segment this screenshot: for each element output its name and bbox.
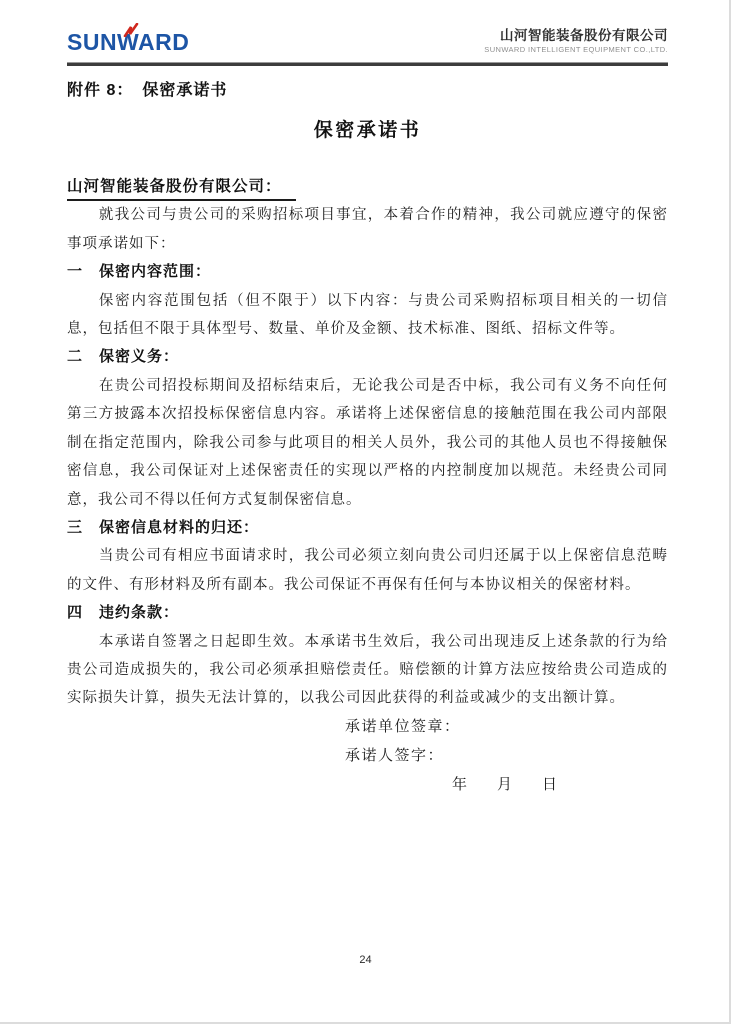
signature-unit-seal-label: 承诺单位签章： bbox=[345, 718, 461, 735]
intro-paragraph: 就我公司与贵公司的采购招标项目事宜，本着合作的精神，我公司就应遵守的保密事项承诺如下： bbox=[67, 207, 668, 252]
section-1-heading: 一 保密内容范围： bbox=[67, 263, 212, 281]
company-name-cn: 山河智能装备股份有限公司 bbox=[500, 28, 668, 43]
section-4-heading: 四 违约条款： bbox=[67, 604, 180, 622]
page-number: 24 bbox=[359, 954, 372, 966]
section-2-heading: 二 保密义务： bbox=[67, 348, 180, 366]
sunward-logo-text: SUNWARD bbox=[67, 29, 190, 56]
company-name-en: SUNWARD INTELLIGENT EQUIPMENT CO.,LTD. bbox=[484, 45, 668, 55]
section-4-body: 本承诺自签署之日起即生效。本承诺书生效后，我公司出现违反上述条款的行为给贵公司造成损失的，我公司必须承担赔偿责任。赔偿额的计算方法应按给贵公司造成的实际损失计算，损失无法计算的，以我公司因此获得的利益或减少的支出额计算。 bbox=[67, 633, 668, 707]
addressee: 山河智能装备股份有限公司： bbox=[67, 176, 296, 201]
section-1-body: 保密内容范围包括（但不限于）以下内容：与贵公司采购招标项目相关的一切信息，包括但不限于具体型号、数量、单价及金额、技术标准、图纸、招标文件等。 bbox=[67, 292, 668, 338]
signature-signer-label: 承诺人签字： bbox=[345, 747, 445, 764]
header-divider bbox=[67, 62, 668, 66]
signature-date-line: 年 月 日 bbox=[452, 776, 558, 793]
page-header bbox=[0, 0, 731, 62]
sunward-logo bbox=[67, 31, 189, 54]
addressee-line bbox=[67, 176, 668, 201]
attachment-heading: 附件 8： 保密承诺书 bbox=[67, 82, 228, 100]
document-title: 保密承诺书 bbox=[313, 120, 422, 142]
section-3-body: 当贵公司有相应书面请求时，我公司必须立刻向贵公司归还属于以上保密信息范畴的文件、有形材料及所有副本。我公司保证不再保有任何与本协议相关的保密材料。 bbox=[67, 548, 668, 593]
section-3-heading: 三 保密信息材料的归还： bbox=[67, 518, 260, 536]
logo-flame-icon bbox=[123, 23, 139, 37]
document-body bbox=[0, 80, 731, 799]
section-2-body: 在贵公司招投标期间及招标结束后，无论我公司是否中标，我公司有义务不向任何第三方披露本次招投标保密信息内容。承诺将上述保密信息的接触范围在我公司内部限制在指定范围内，除我公司参与此项目的相关人员外，我公司的其他人员也不得接触保密信息，我公司保证对上述保密责任的实现以严格的内控制度加以规范。未经贵公司同意，我公司不得以任何方式复制保密信息。 bbox=[67, 377, 668, 508]
company-name-block bbox=[484, 28, 668, 54]
